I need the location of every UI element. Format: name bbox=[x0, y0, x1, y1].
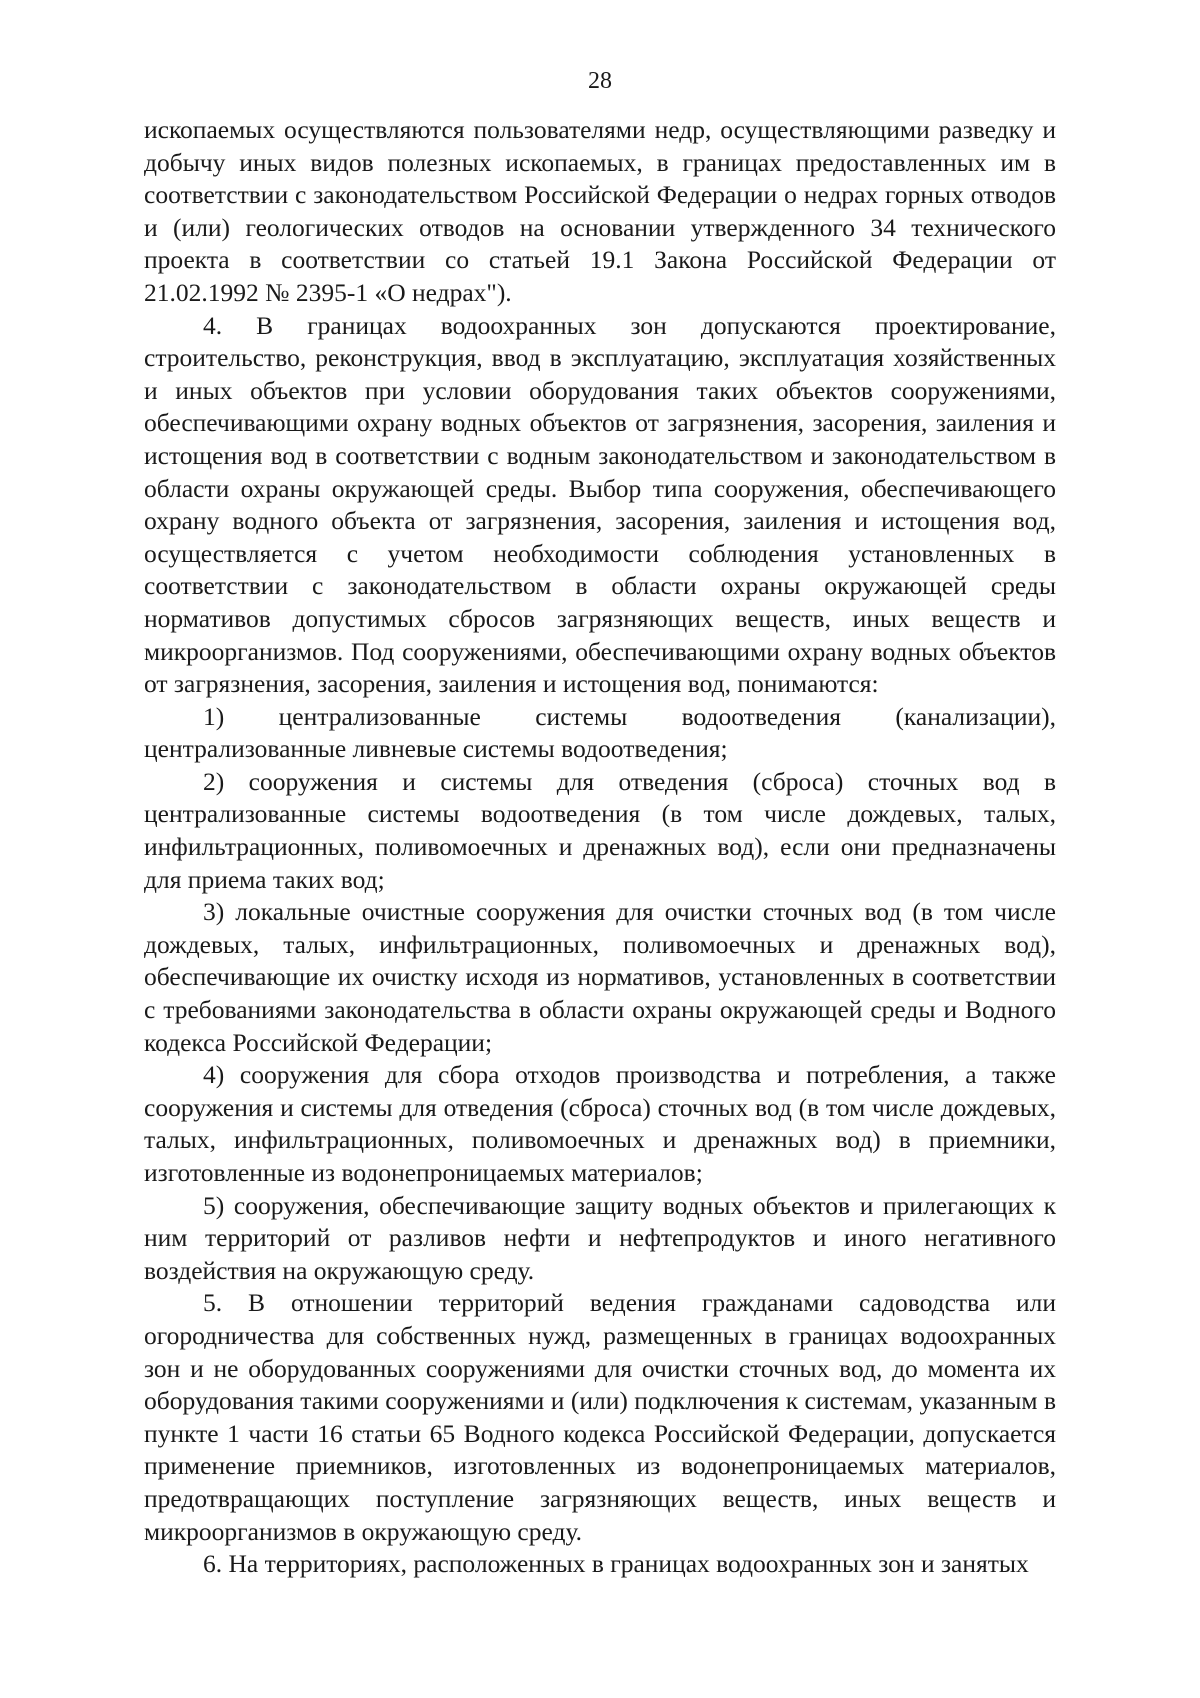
list-item-5: 5) сооружения, обеспечивающие защиту водных объектов и прилегающих к ним территорий от разливов нефти и нефтепродуктов и иного негативного воздействия на окружающую среду. bbox=[144, 1190, 1056, 1285]
list-item-1: 1) централизованные системы водоотведения (канализации), централизованные ливневые системы водоотведения; bbox=[144, 701, 1056, 764]
page-number: 28 bbox=[588, 68, 612, 94]
list-item-2: 2) сооружения и системы для отведения (сброса) сточных вод в централизованные системы водоотведения (в том числе дождевых, талых, инфильтрационных, поливомоечных и дренажных вод), если они предназначены для приема таких вод; bbox=[144, 766, 1056, 894]
paragraph-item-4: 4. В границах водоохранных зон допускаются проектирование, строительство, реконструкция, ввод в эксплуатацию, эксплуатация хозяйственных и иных объектов при условии оборудования таких объектов сооружениями, обеспечивающими охрану водных объектов от загрязнения, засорения, заиления и истощения вод в соответствии с водным законодательством и законодательством в области охраны окружающей среды. Выбор типа сооружения, обеспечивающего охрану водного объекта от загрязнения, засорения, заиления и истощения вод, осуществляется с учетом необходимости соблюдения установленных в соответствии с законодательством в области охраны окружающей среды нормативов допустимых сбросов загрязняющих веществ, иных веществ и микроорганизмов. Под сооружениями, обеспечивающими охрану водных объектов от загрязнения, засорения, заиления и истощения вод, понимаются: bbox=[144, 310, 1056, 699]
paragraph-item-6: 6. На территориях, расположенных в границах водоохранных зон и занятых bbox=[203, 1549, 1029, 1579]
paragraph-continuation: ископаемых осуществляются пользователями недр, осуществляющими разведку и добычу иных видов полезных ископаемых, в границах предоставленных им в соответствии с законодательством Российской Федерации о недрах горных отводов и (или) геологических отводов на основании утвержденного 34 технического проекта в соответствии со статьей 19.1 Закона Российской Федерации от 21.02.1992 № 2395-1 «О недрах"). bbox=[144, 115, 1056, 307]
list-item-4: 4) сооружения для сбора отходов производства и потребления, а также сооружения и системы для отведения (сброса) сточных вод (в том числе дождевых, талых, инфильтрационных, поливомоечных и дренажных вод) в приемники, изготовленные из водонепроницаемых материалов; bbox=[144, 1060, 1056, 1187]
document-body bbox=[144, 114, 1056, 1581]
paragraph-item-5: 5. В отношении территорий ведения гражданами садоводства или огородничества для собственных нужд, размещенных в границах водоохранных зон и не оборудованных сооружениями для очистки сточных вод, до момента их оборудования такими сооружениями и (или) подключения к системам, указанным в пункте 1 части 16 статьи 65 Водного кодекса Российской Федерации, допускается применение приемников, изготовленных из водонепроницаемых материалов, предотвращающих поступление загрязняющих веществ, иных веществ и микроорганизмов в окружающую среду. bbox=[144, 1288, 1056, 1546]
list-item-3: 3) локальные очистные сооружения для очистки сточных вод (в том числе дождевых, талых, инфильтрационных, поливомоечных и дренажных вод), обеспечивающие их очистку исходя из нормативов, установленных в соответствии с требованиями законодательства в области охраны окружающей среды и Водного кодекса Российской Федерации; bbox=[144, 897, 1056, 1057]
